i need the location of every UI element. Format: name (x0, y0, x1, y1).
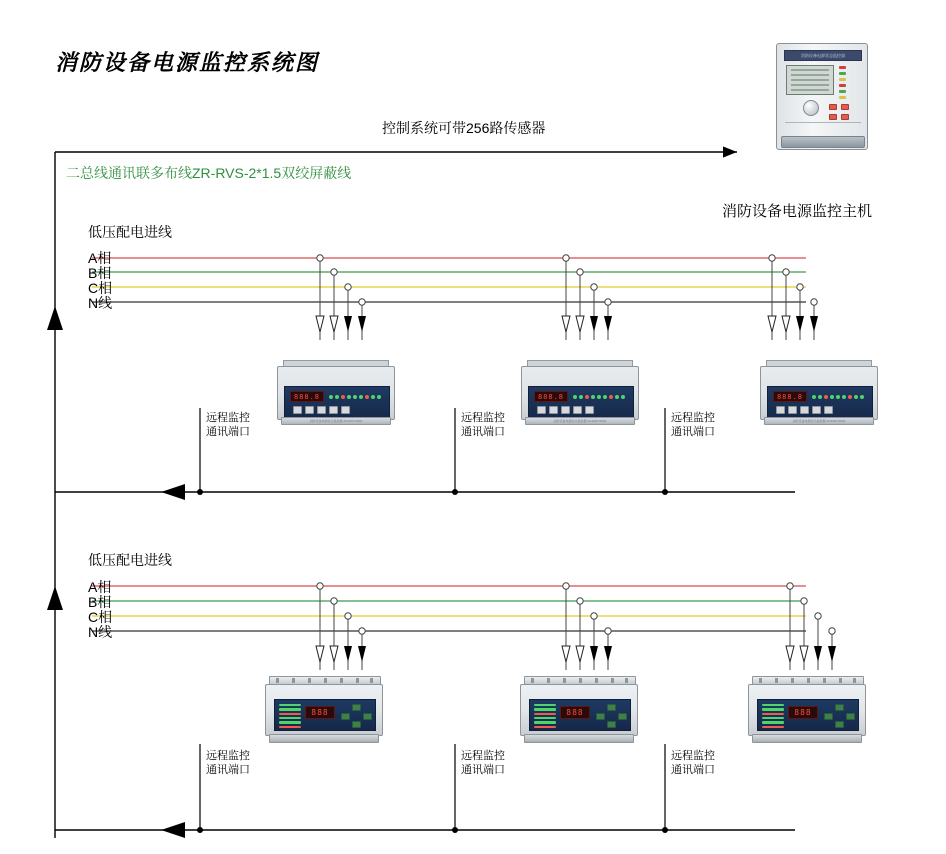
device-keypad[interactable] (776, 406, 836, 415)
device-base (752, 734, 862, 743)
device-body (265, 684, 383, 736)
host-button-2[interactable] (841, 104, 849, 110)
comm-port-line2: 通讯端口 (671, 764, 715, 776)
top-device-2[interactable] (521, 360, 639, 426)
comm-port-line1: 远程监控 (461, 750, 505, 762)
device-keypad[interactable] (293, 406, 353, 415)
host-indicator-leds (839, 66, 861, 94)
phase-label-b-row1: B相 (88, 265, 112, 281)
device-body (748, 684, 866, 736)
bus-cable-label: 二总线通讯联多布线ZR-RVS-2*1.5双绞屏蔽线 (66, 165, 352, 181)
comm-port-label-r1-3 (671, 411, 745, 439)
bottom-device-1[interactable] (265, 676, 383, 744)
device-base (524, 734, 634, 743)
device-body (520, 684, 638, 736)
comm-port-line1: 远程监控 (671, 750, 715, 762)
device-panel (284, 386, 390, 418)
comm-port-line1: 远程监控 (206, 750, 250, 762)
fire-power-monitor-host[interactable] (776, 43, 868, 150)
host-button-3[interactable] (829, 114, 837, 120)
host-divider (785, 122, 861, 123)
device-body (760, 366, 878, 420)
device-base-label: 消防设备电源状态监控器 AC220V 50Hz (764, 417, 874, 425)
comm-port-line1: 远程监控 (461, 412, 505, 424)
comm-port-line2: 通讯端口 (671, 426, 715, 438)
bottom-device-3[interactable] (748, 676, 866, 744)
device-nav-pad[interactable] (596, 704, 628, 728)
host-brand-strip: 消防设备电源状态监控器 (784, 50, 862, 61)
phase-label-n-row1: N线 (88, 295, 113, 311)
device-segment-display: 888.8 (773, 391, 807, 402)
device-segment-display: 888.8 (534, 391, 568, 402)
device-body (521, 366, 639, 420)
incoming-power-label-row2: 低压配电进线 (88, 552, 172, 568)
comm-port-line2: 通讯端口 (206, 764, 250, 776)
host-display (786, 65, 834, 95)
comm-port-line2: 通讯端口 (461, 426, 505, 438)
comm-port-line2: 通讯端口 (461, 764, 505, 776)
device-panel (529, 699, 631, 731)
device-keypad[interactable] (537, 406, 597, 415)
device-panel (528, 386, 634, 418)
comm-port-label-r2-3 (671, 749, 745, 777)
device-segment-display: 888.8 (290, 391, 324, 402)
device-base (269, 734, 379, 743)
device-panel (274, 699, 376, 731)
page-title: 消防设备电源监控系统图 (55, 50, 320, 75)
host-button-4[interactable] (841, 114, 849, 120)
comm-port-label-r1-2 (461, 411, 535, 439)
device-bar-leds (762, 704, 784, 728)
device-base-label: 消防设备电源状态监控器 AC220V 50Hz (525, 417, 635, 425)
device-indicator-leds (329, 392, 385, 401)
host-button-1[interactable] (829, 104, 837, 110)
top-device-1[interactable] (277, 360, 395, 426)
bottom-device-2[interactable] (520, 676, 638, 744)
device-indicator-leds (573, 392, 629, 401)
device-panel (757, 699, 859, 731)
comm-port-label-r1-1 (206, 411, 280, 439)
device-panel (767, 386, 873, 418)
device-nav-pad[interactable] (341, 704, 373, 728)
device-base-label: 消防设备电源状态监控器 AC220V 50Hz (281, 417, 391, 425)
device-body (277, 366, 395, 420)
device-bar-leds (534, 704, 556, 728)
top-device-3[interactable] (760, 360, 878, 426)
device-segment-display: 888 (788, 706, 818, 719)
device-indicator-leds (812, 392, 868, 401)
host-caption: 消防设备电源监控主机 (722, 203, 873, 220)
device-bar-leds (279, 704, 301, 728)
phase-label-a-row1: A相 (88, 250, 112, 266)
comm-port-line1: 远程监控 (671, 412, 715, 424)
comm-port-label-r2-2 (461, 749, 535, 777)
device-segment-display: 888 (305, 706, 335, 719)
comm-port-line1: 远程监控 (206, 412, 250, 424)
incoming-power-label-row1: 低压配电进线 (88, 224, 172, 240)
host-base (781, 136, 865, 148)
phase-label-b-row2: B相 (88, 594, 112, 610)
phase-label-a-row2: A相 (88, 579, 112, 595)
comm-port-label-r2-1 (206, 749, 280, 777)
device-segment-display: 888 (560, 706, 590, 719)
phase-label-c-row2: C相 (88, 609, 113, 625)
phase-label-n-row2: N线 (88, 624, 113, 640)
host-rotary-knob[interactable] (803, 100, 819, 116)
bus-capacity-label: 控制系统可带256路传感器 (382, 120, 546, 136)
comm-port-line2: 通讯端口 (206, 426, 250, 438)
device-nav-pad[interactable] (824, 704, 856, 728)
phase-label-c-row1: C相 (88, 280, 113, 296)
